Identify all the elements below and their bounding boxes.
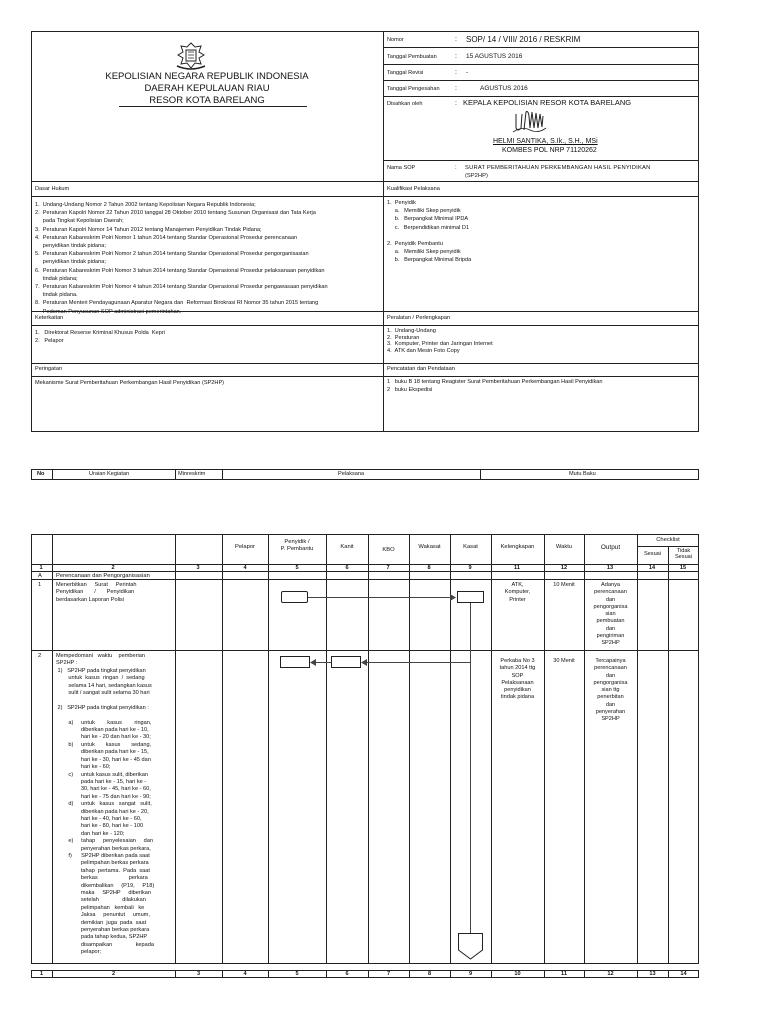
column-number: 15 bbox=[679, 565, 687, 571]
signer-rank: KOMBES POL NRP 71120262 bbox=[502, 147, 597, 154]
arrow-head-icon bbox=[361, 659, 367, 666]
row1-uraian: Menerbitkan Surat Perintah Penyidikan / Penyidikan berdasarkan Laporan Polisi bbox=[56, 582, 137, 603]
field-value-tanggal-revisi: - bbox=[466, 69, 469, 76]
field-sep: : bbox=[455, 53, 457, 60]
row2-kelengkapan: Perkaba No 3 tahun 2014 ttg SOP Pelaksanaan penyidikan tindak pidana bbox=[499, 658, 536, 701]
column-number: 13 bbox=[606, 565, 614, 571]
column-number: 11 bbox=[514, 565, 520, 571]
summary-no: No bbox=[37, 471, 45, 477]
divider bbox=[383, 96, 699, 97]
divider bbox=[383, 80, 699, 81]
footer-column-number: 3 bbox=[196, 971, 201, 977]
divider bbox=[222, 534, 223, 964]
column-number: 1 bbox=[39, 565, 43, 571]
footer-column-number: 13 bbox=[649, 971, 656, 977]
sop-name-line1: SURAT PEMBERITAHUAN PERKEMBANGAN HASIL PENYIDIKAN bbox=[465, 165, 651, 171]
divider bbox=[668, 546, 669, 964]
approved-label: Disahkan oleh bbox=[387, 101, 423, 107]
row2-waktu: 30 Menit bbox=[553, 658, 575, 664]
summary-uraian: Uraian Kegiatan bbox=[89, 471, 130, 477]
divider bbox=[31, 181, 699, 182]
footer-column-number: 2 bbox=[111, 971, 116, 977]
divider bbox=[368, 534, 369, 964]
col-penyidik: Penyidik / P. Pembantu bbox=[280, 539, 314, 552]
offpage-connector-icon bbox=[458, 933, 483, 960]
peringatan-title: Peringatan bbox=[35, 366, 63, 372]
row1-kelengkapan: ATK, Komputer, Printer bbox=[504, 582, 531, 603]
column-number: 2 bbox=[111, 565, 115, 571]
col-pelapor: Pelapor bbox=[235, 544, 255, 550]
row2-output: Tercapainya perencanaan dan pengorganisa sian ttg penerbitan dan penyerahan SP2HP bbox=[593, 658, 628, 723]
divider bbox=[31, 571, 699, 572]
row2-no: 2 bbox=[38, 653, 42, 659]
summary-mutu: Mutu Baku bbox=[569, 471, 596, 477]
col-checklist: Checklist bbox=[656, 537, 680, 543]
field-sep: : bbox=[455, 165, 457, 171]
column-number: 12 bbox=[560, 565, 568, 571]
signature-icon bbox=[510, 108, 550, 136]
divider bbox=[383, 160, 699, 161]
footer-column-number: 9 bbox=[468, 971, 473, 977]
divider bbox=[480, 469, 481, 480]
kualifikasi-list: 1. Penyidik a. Memiliki Skep penyidik b. Berpangkat Minimal IPDA c. Berpendidikan minimal D1 2. Penyidik Pembantu a. Memiliki Skep penyidik b. Berpangkat Minimal Bripda bbox=[387, 200, 472, 264]
peringatan-text: Mekanisme Surat Pemberitahuan Perkembangan Hasil Penyidikan (SP2HP) bbox=[35, 380, 225, 386]
arrow-head-icon bbox=[310, 659, 316, 666]
column-number: 3 bbox=[196, 565, 200, 571]
approved-by: KEPALA KEPOLISIAN RESOR KOTA BARELANG bbox=[463, 98, 632, 107]
kualifikasi-title: Kualifikasi Pelaksana bbox=[387, 186, 440, 192]
field-value-tanggal-pengesahan: AGUSTUS 2016 bbox=[480, 85, 528, 92]
org-name-line3: RESOR KOTA BARELANG bbox=[149, 95, 265, 106]
divider bbox=[52, 469, 53, 480]
column-number: 4 bbox=[243, 565, 247, 571]
field-value-tanggal-pembuatan: 15 AGUSTUS 2016 bbox=[466, 53, 523, 60]
section-a-title: Perencanaan dan Pengorganisasian bbox=[56, 573, 150, 579]
footer-column-number: 4 bbox=[243, 971, 247, 977]
sop-name-line2: (SP2HP) bbox=[465, 173, 488, 179]
peralatan-list: 1. Undang-Undang 2. Peraturan 3. Komputer, Printer dan Jaringan Internet 4. ATK dan Mesin Foto Copy bbox=[387, 328, 493, 355]
field-sep: : bbox=[455, 85, 457, 92]
flow-arrow-vertical bbox=[470, 603, 471, 933]
column-number: 14 bbox=[648, 565, 656, 571]
divider bbox=[637, 534, 638, 964]
arrow-head-icon bbox=[450, 594, 456, 601]
field-sep: : bbox=[455, 100, 457, 107]
flow-arrow bbox=[367, 662, 470, 663]
divider bbox=[383, 31, 384, 432]
flow-process-penyidik bbox=[280, 656, 310, 668]
police-emblem-icon bbox=[174, 41, 208, 71]
col-wakasat: Wakasat bbox=[418, 544, 441, 550]
dasar-hukum-title: Dasar Hukum bbox=[35, 186, 70, 192]
footer-column-number: 6 bbox=[345, 971, 349, 977]
pencatatan-list: 1 buku B 18 tentang Reagister Surat Pemberitahuan Perkembangan Hasil Penyidikan 2 buku Ekspedisi bbox=[387, 379, 603, 393]
footer-column-number: 11 bbox=[561, 971, 567, 977]
field-label-tanggal-pengesahan: Tanggal Pengesahan bbox=[387, 86, 440, 92]
org-name-line1: KEPOLISIAN NEGARA REPUBLIK INDONESIA bbox=[105, 71, 309, 82]
field-value-nomor: SOP/ 14 / VIII/ 2016 / RESKRIM bbox=[466, 35, 581, 44]
footer-column-number: 5 bbox=[295, 971, 299, 977]
dasar-hukum-list: 1. Undang-Undang Nomor 2 Tahun 2002 tentang Kepolisian Negara Republik Indonesia; 2. Peraturan Kapolri Nomor 22 Tahun 2010 tanggal 28 Oktober 2010 tentang Susunan Organisasi dan Tata Kerja pada Tingkat Kepolisian Daerah; 3. Peraturan Kapolri Nomor 14 Tahun 2012 tentang Manajemen Penyidikan Tindak Pidana; 4. Peraturan Kabareskrim Polri Nomor 1 tahun 2014 tentang Standar Operasional Prosedur perencanaan penyidikan tindak pidana; 5. Peraturan Kabareskrim Polri Nomor 2 tahun 2014 tentang Standar Operasional Prosedur pengorganisasian penyidikan tindak pidana; 6. Peraturan Kabareskrim Polri Nomor 3 tahun 2014 tentang Standar Operasional Prosedur pelaksanaan penyidikan tindak pidana; 7. Peraturan Kabareskrim Polri Nomor 4 tahun 2014 tentang Standar Operasional Prosedur pengawasaan penyidikan tindak pidana. 8. Peraturan Menteri Pendayagunaan Aparatur Negara dan Reformasi Birokrasi RI Nomor 35 tahun 2015 tentang Pedoman Penyusunan SOP administrasi pemerintahan. bbox=[35, 202, 328, 315]
field-sep: : bbox=[455, 36, 457, 43]
column-number: 7 bbox=[386, 565, 390, 571]
divider bbox=[31, 650, 699, 651]
divider bbox=[637, 546, 699, 547]
flow-arrow bbox=[316, 662, 331, 663]
field-label-tanggal-pembuatan: Tanggal Pembuatan bbox=[387, 54, 437, 60]
keterkaitan-list: 1. Direktorat Reserse Kriminal Khusus Polda Kepri 2. Pelapor bbox=[35, 330, 165, 345]
row2-uraian: Mempedomani waktu pemberian SP2HP : 1) SP2HP pada tingkat penyidikan untuk kasus ringan / sedang selama 14 hari, sedangkan kasus sulit / sangat sulit selama 30 hari 2) SP2HP pada tingkat penyidikan : a) untuk kasus ringan, diberikan pada hari ke - 10, hari ke - 20 dan hari ke - 30; b) untuk kasus sedang, diberikan pada hari ke - 15, hari ke - 30, hari ke - 45 dan hari ke - 60; c) untuk kasus sulit, diberikan pada hari ke - 15, hari ke - 30, hari ke - 45, hari ke - 60, hari ke - 75 dan hari ke - 90; d) untuk kasus sangat sulit, diberikan pada hari ke - 20, hari ke - 40, hari ke - 60, hari ke - 80, hari ke - 100 dan hari ke - 120; e) tahap penyelesaian dan penyerahan berkas perkara, f) SP2HP diberikan pada saat pelimpahan berkas perkara tahap pertama. Pada saat berkas perkara dikembalikan (P19, P18) maka SP2HP diberikan setelah dilakukan pelimpahan kembali ke Jaksa penuntut umum, demikian juga pada saat penyerahan berkas perkara pada tahap kedua, SP2HP disampaikan kepada pelapor; bbox=[56, 653, 155, 956]
divider bbox=[175, 469, 176, 480]
col-kanit: Kanit bbox=[340, 544, 354, 550]
signer-name: HELMI SANTIKA, S.Ik., S.H., MSi bbox=[493, 138, 598, 145]
pencatatan-title: Pencatatan dan Pendataan bbox=[387, 366, 455, 372]
org-name-line2: DAERAH KEPULAUAN RIAU bbox=[144, 83, 270, 94]
summary-pelaksana: Pelaksana bbox=[338, 471, 365, 477]
summary-minreskrim: Minreskrim bbox=[178, 471, 206, 477]
divider bbox=[326, 534, 327, 964]
divider bbox=[383, 64, 699, 65]
summary-row bbox=[31, 469, 699, 480]
footer-column-number: 14 bbox=[680, 971, 687, 977]
footer-column-number: 8 bbox=[427, 971, 432, 977]
divider bbox=[31, 196, 699, 197]
peralatan-title: Peralatan / Perlengkapan bbox=[387, 315, 451, 321]
divider bbox=[383, 47, 699, 48]
col-tidak-sesuai: Tidak Sesuai bbox=[674, 548, 693, 561]
flow-start-terminal bbox=[281, 591, 308, 603]
column-number: 5 bbox=[295, 565, 299, 571]
footer-column-number: 12 bbox=[607, 971, 614, 977]
row1-no: 1 bbox=[38, 582, 42, 588]
divider bbox=[175, 534, 176, 964]
divider bbox=[544, 534, 545, 964]
footer-column-number: 1 bbox=[39, 971, 44, 977]
col-output: Output bbox=[600, 544, 621, 551]
divider bbox=[268, 534, 269, 964]
section-a-no: A bbox=[38, 573, 42, 579]
column-number: 8 bbox=[427, 565, 431, 571]
col-kasat: Kasat bbox=[463, 544, 478, 550]
divider bbox=[31, 325, 699, 326]
field-sep: : bbox=[455, 69, 457, 76]
divider bbox=[31, 376, 699, 377]
divider bbox=[222, 469, 223, 480]
column-number: 6 bbox=[345, 565, 349, 571]
flow-process-kasat bbox=[457, 591, 484, 603]
row1-waktu: 10 Menit bbox=[553, 582, 575, 588]
col-waktu: Waktu bbox=[555, 544, 573, 550]
flow-arrow bbox=[308, 597, 454, 598]
divider bbox=[31, 564, 699, 565]
footer-column-number: 7 bbox=[386, 971, 391, 977]
column-number: 9 bbox=[468, 565, 472, 571]
divider bbox=[52, 534, 53, 964]
divider bbox=[409, 534, 410, 964]
divider bbox=[31, 363, 699, 364]
field-label-tanggal-revisi: Tanggal Revisi bbox=[387, 70, 424, 76]
col-sesuai: Sesuai bbox=[643, 551, 662, 557]
sop-name-label: Nama SOP bbox=[387, 165, 416, 171]
underline bbox=[119, 106, 307, 107]
row1-output: Adanya perencanaan dan pengorganisa sian pembuatan dan pengiriman SP2HP bbox=[593, 582, 628, 647]
field-label-nomor: Nomor bbox=[387, 37, 404, 43]
col-kbo: KBO bbox=[382, 547, 395, 553]
footer-column-number: 10 bbox=[514, 971, 521, 977]
flow-process-kanit bbox=[331, 656, 361, 668]
col-kelengkapan: Kelengkapan bbox=[500, 544, 535, 550]
keterkaitan-title: Keterkaitan bbox=[35, 315, 64, 321]
